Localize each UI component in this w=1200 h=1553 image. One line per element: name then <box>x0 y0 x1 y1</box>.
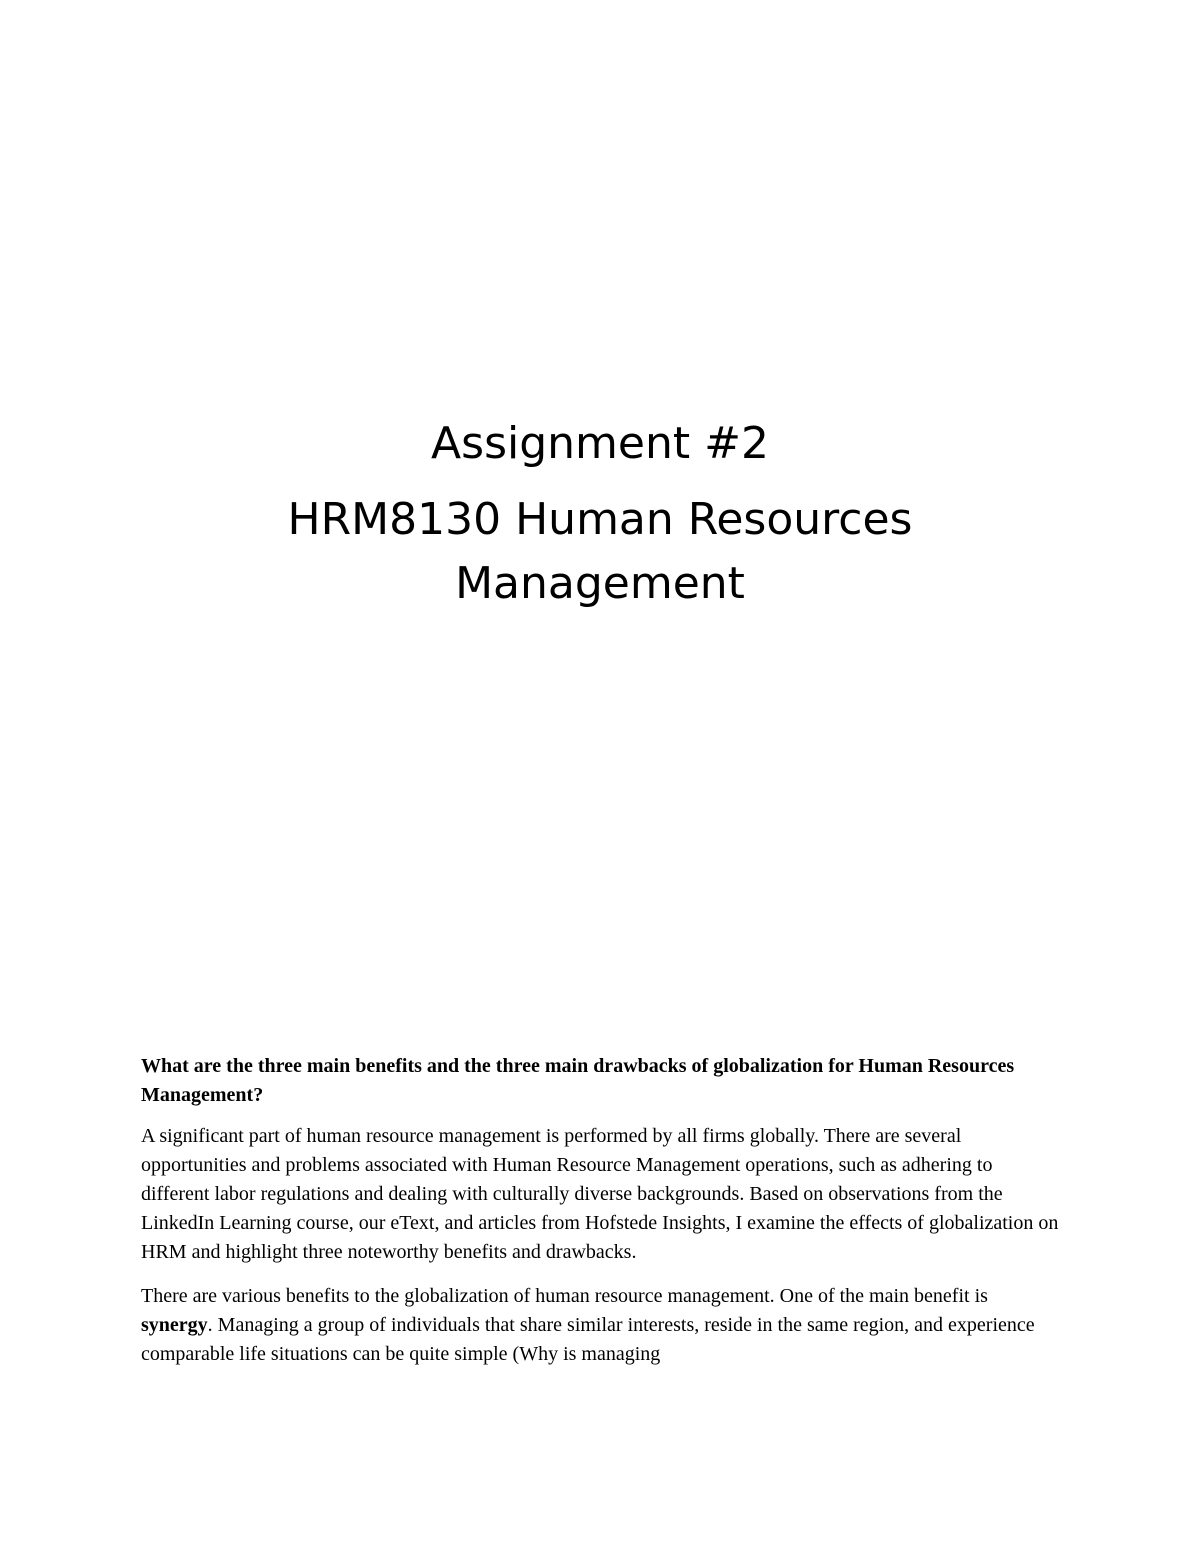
course-title: HRM8130 Human Resources <box>287 494 913 545</box>
document-body <box>141 1052 1061 1384</box>
assignment-title: Assignment #2 <box>431 418 769 469</box>
benefits-text-start: There are various benefits to the globalization of human resource management. One of the main benefit is <box>141 1285 988 1307</box>
synergy-term: synergy <box>141 1314 208 1336</box>
title-block <box>0 412 1200 616</box>
question-heading: What are the three main benefits and the three main drawbacks of globalization for Human Resources Management? <box>141 1055 1015 1106</box>
course-title-continued: Management <box>455 558 745 609</box>
intro-paragraph: A significant part of human resource management is performed by all firms globally. There are several opportunities and problems associated with Human Resource Management operations, such as adhering to different labor regulations and dealing with culturally diverse backgrounds. Based on observations from the LinkedIn Learning course, our eText, and articles from Hofstede Insights, I examine the effects of globalization on HRM and highlight three noteworthy benefits and drawbacks. <box>141 1125 1059 1263</box>
benefits-paragraph <box>141 1282 1061 1369</box>
benefits-text-end: . Managing a group of individuals that share similar interests, reside in the same region, and experience comparable life situations can be quite simple (Why is managing <box>141 1314 1035 1365</box>
